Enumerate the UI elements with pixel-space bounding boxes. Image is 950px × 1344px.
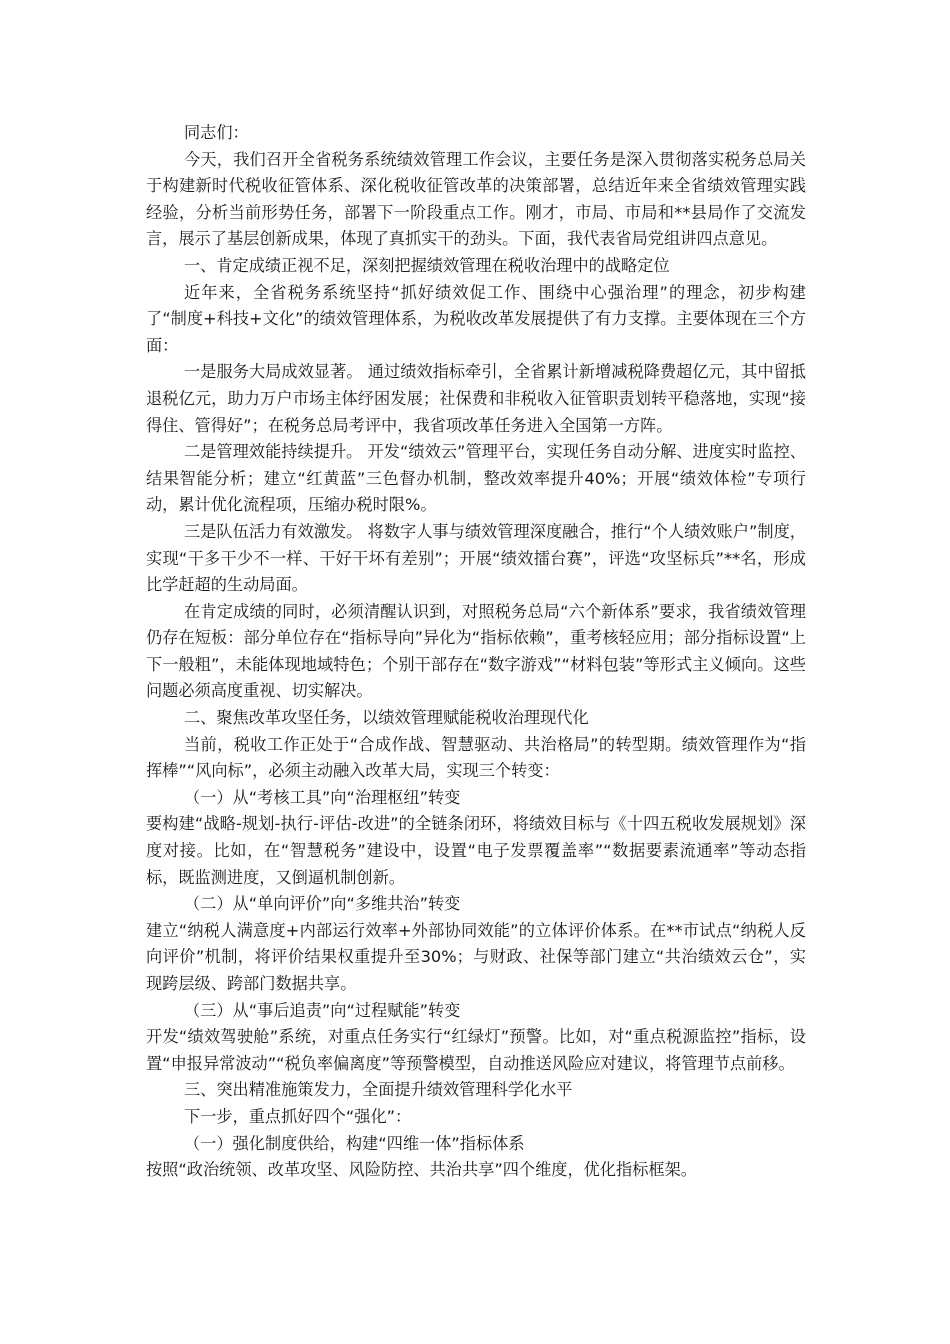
body-paragraph: 按照“政治统领、改革攻坚、风险防控、共治共享”四个维度，优化指标框架。 [146,1160,697,1180]
section-heading-2: 二、聚焦改革攻坚任务，以绩效管理赋能税收治理现代化 [184,708,589,728]
body-paragraph: 建立“纳税人满意度+内部运行效率+外部协同效能”的立体评价体系。在**市试点“纳税人反向评价”机制，将评价结果权重提升至30%；与财政、社保等部门建立“共治绩效云仓”，实现跨层级、跨部门数据共享。 [146,920,806,993]
section-heading-1: 一、肯定成绩正视不足，深刻把握绩效管理在税收治理中的战略定位 [184,255,670,275]
sub-heading: （二）从“单向评价”向“多维共治”转变 [184,894,461,914]
salutation: 同志们： [184,123,249,142]
body-paragraph: 下一步，重点抓好四个“强化”： [184,1106,412,1126]
section-heading-3: 三、突出精准施策发力，全面提升绩效管理科学化水平 [184,1080,573,1100]
body-paragraph: 近年来，全省税务系统坚持“抓好绩效促工作、围绕中心强治理”的理念，初步构建了“制度+科技+文化”的绩效管理体系，为税收改革发展提供了有力支撑。主要体现在三个方面： [146,282,806,355]
body-paragraph: 三是队伍活力有效激发。 将数字人事与绩效管理深度融合，推行“个人绩效账户”制度，实现“干多干少不一样、干好干坏有差别”；开展“绩效擂台赛”，评选“攻坚标兵”**名，形成比学赶超的生动局面。 [146,521,806,595]
sub-heading: （三）从“事后追责”向“过程赋能”转变 [184,1000,461,1020]
body-paragraph: 在肯定成绩的同时，必须清醒认识到，对照税务总局“六个新体系”要求，我省绩效管理仍存在短板：部分单位存在“指标导向”异化为“指标依赖”，重考核轻应用；部分指标设置“上下一般粗”，未能体现地域特色；个别干部存在“数字游戏”“材料包装”等形式主义倾向。这些问题必须高度重视、切实解决。 [146,601,806,701]
sub-heading: （一）从“考核工具”向“治理枢纽”转变 [184,787,461,807]
document-body [146,120,806,1184]
body-paragraph: 要构建“战略-规划-执行-评估-改进”的全链条闭环，将绩效目标与《十四五税收发展规划》深度对接。比如，在“智慧税务”建设中，设置“电子发票覆盖率”“数据要素流通率”等动态指标，既监测进度，又倒逼机制创新。 [146,814,806,887]
sub-heading: （一）强化制度供给，构建“四维一体”指标体系 [184,1133,525,1153]
body-paragraph: 当前，税收工作正处于“合成作战、智慧驱动、共治格局”的转型期。绩效管理作为“指挥棒”“风向标”，必须主动融入改革大局，实现三个转变： [146,734,806,781]
body-paragraph: 一是服务大局成效显著。 通过绩效指标牵引，全省累计新增减税降费超亿元，其中留抵退税亿元，助力万户市场主体纾困发展；社保费和非税收入征管职责划转平稳落地，实现“接得住、管得好”；在税务总局考评中，我省项改革任务进入全国第一方阵。 [146,362,806,435]
body-paragraph: 二是管理效能持续提升。 开发“绩效云”管理平台，实现任务自动分解、进度实时监控、结果智能分析；建立“红黄蓝”三色督办机制，整改效率提升40%；开展“绩效体检”专项行动，累计优化流程项，压缩办税时限%。 [146,442,806,515]
body-paragraph: 开发“绩效驾驶舱”系统，对重点任务实行“红绿灯”预警。比如，对“重点税源监控”指标，设置“申报异常波动”“税负率偏离度”等预警模型，自动推送风险应对建议，将管理节点前移。 [146,1027,806,1073]
opening-paragraph: 今天，我们召开全省税务系统绩效管理工作会议，主要任务是深入贯彻落实税务总局关于构建新时代税收征管体系、深化税收征管改革的决策部署，总结近年来全省绩效管理实践经验，分析当前形势任务，部署下一阶段重点工作。刚才，市局、市局和**县局作了交流发言，展示了基层创新成果，体现了真抓实干的劲头。下面，我代表省局党组讲四点意见。 [146,149,806,249]
